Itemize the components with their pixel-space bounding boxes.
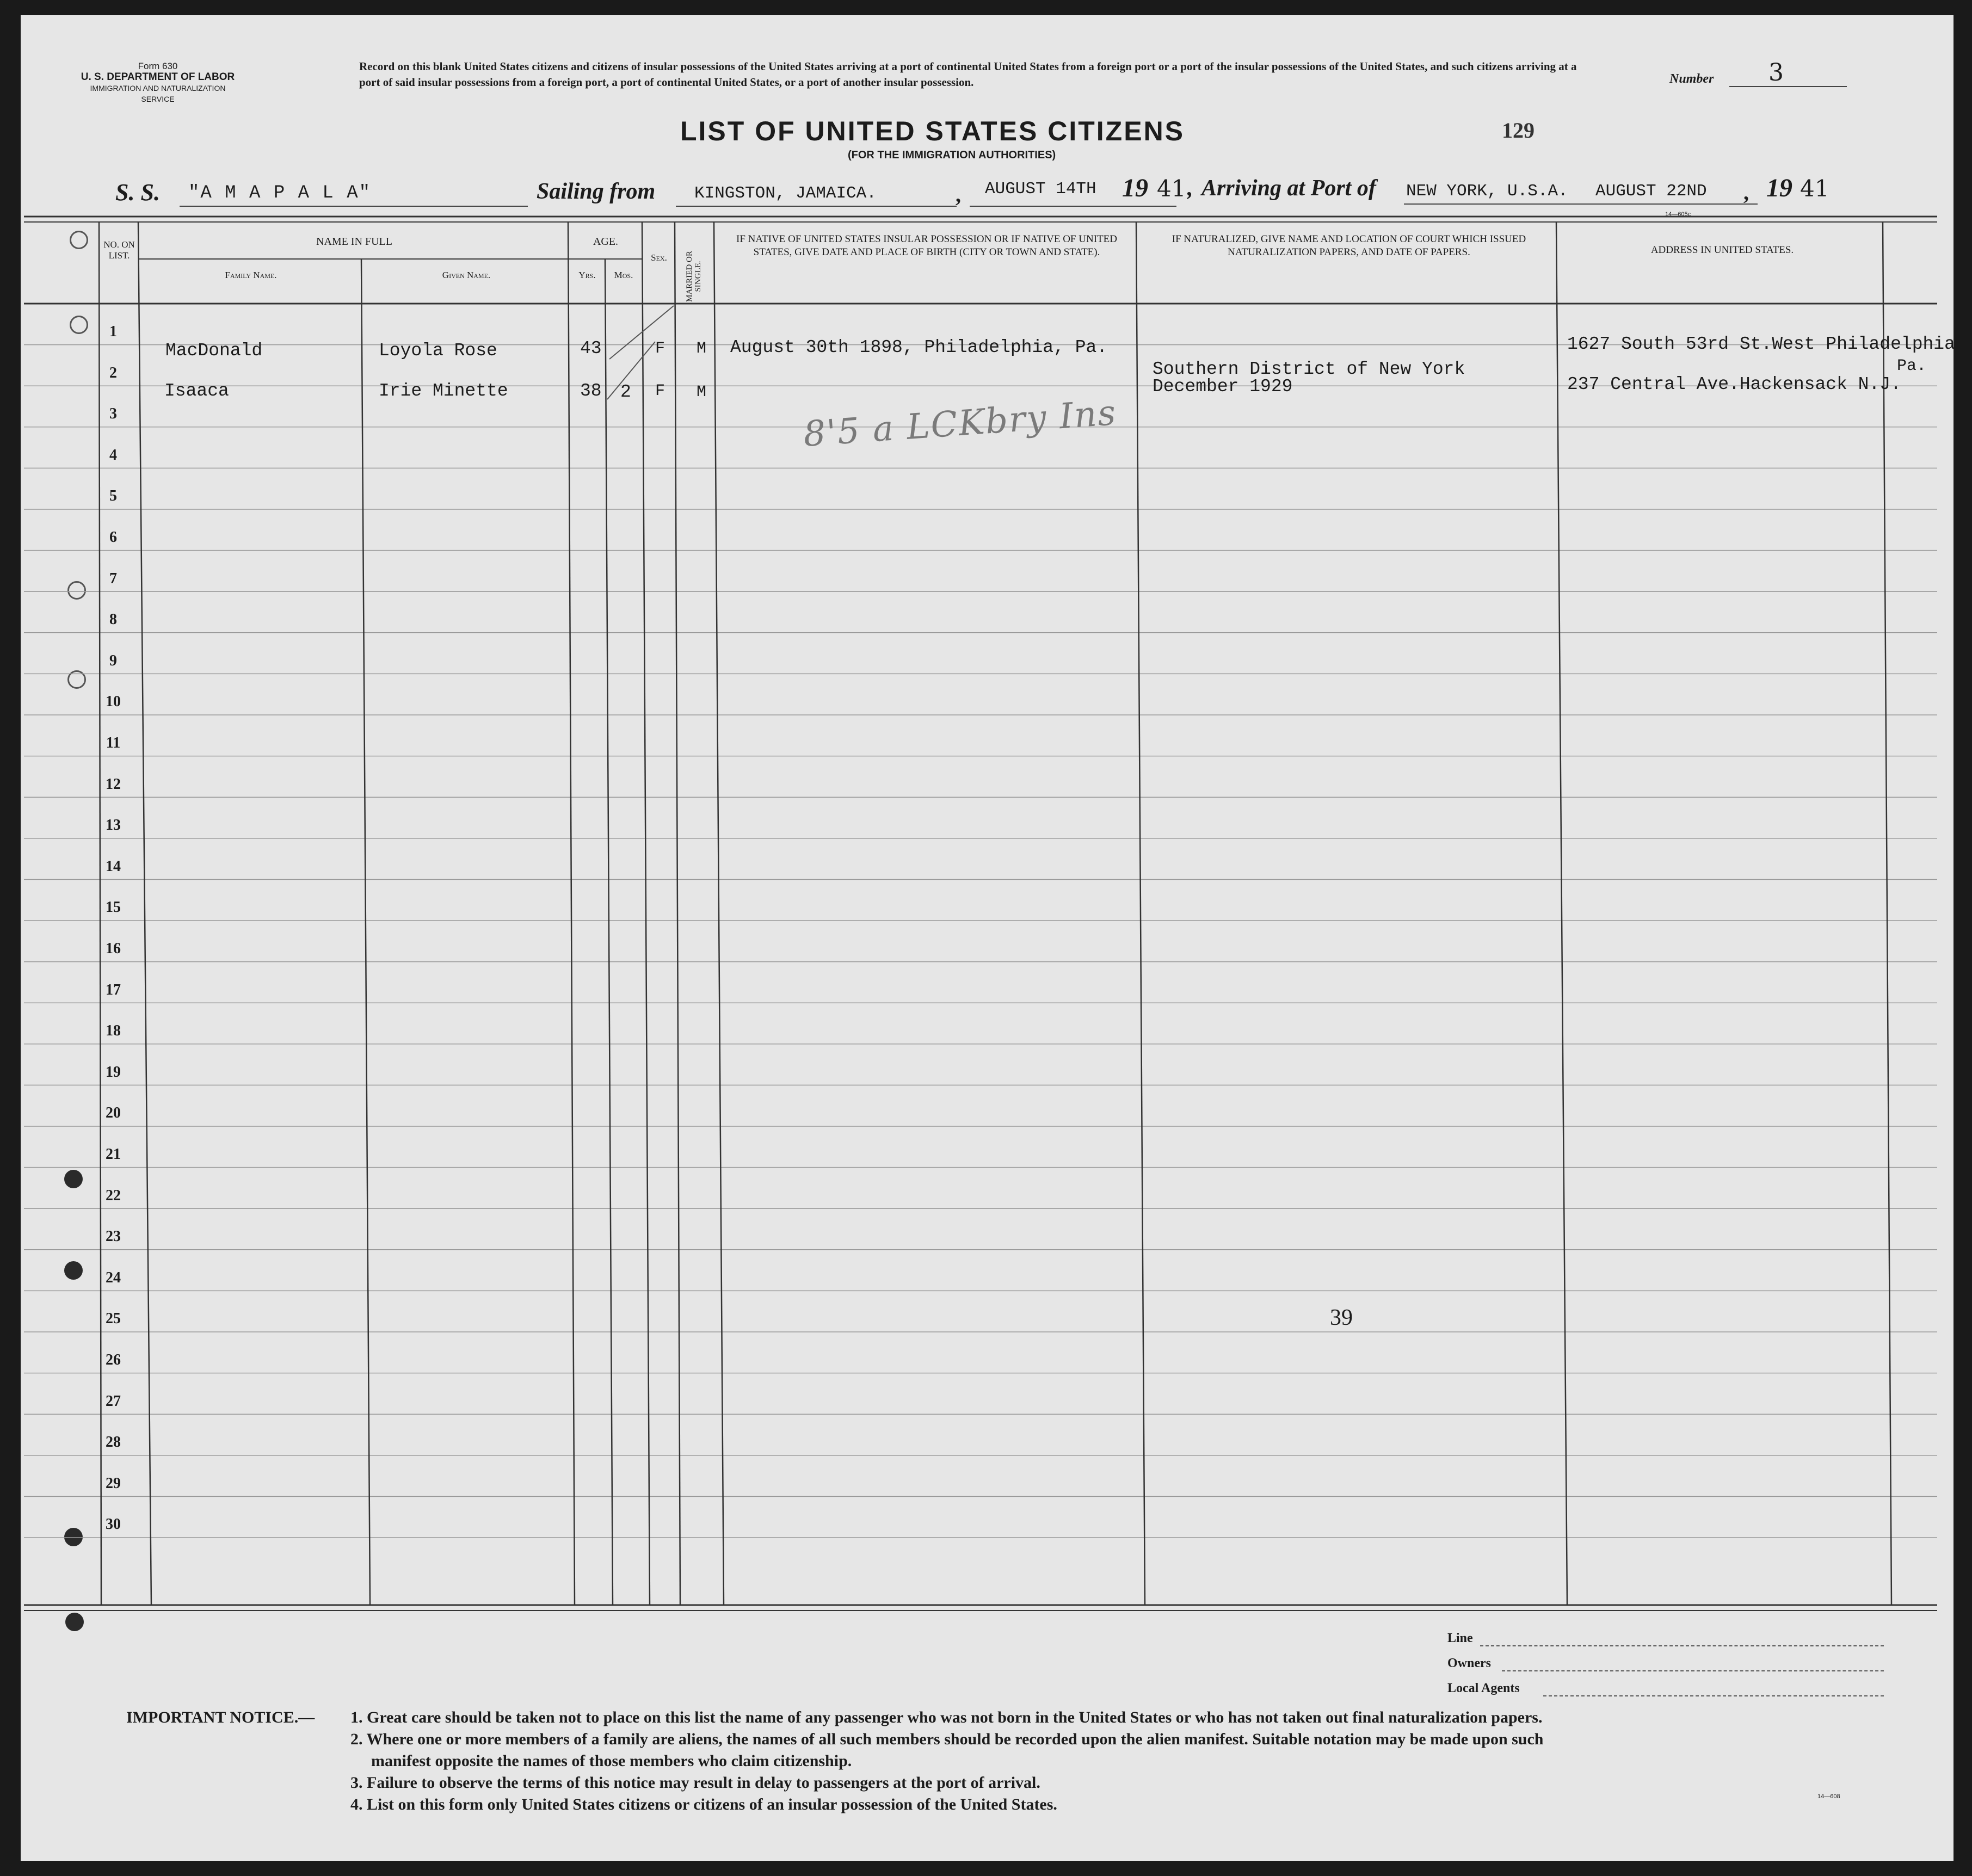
notice-item-2-continued: manifest opposite the names of those members who claim citizenship. (371, 1752, 852, 1770)
notice-item-2: 2. Where one or more members of a family are aliens, the names of all such members should be recorded upon the alien manifest. Suitable notation may be made upon such (350, 1730, 1544, 1748)
passenger-address-line2: Pa. (1897, 357, 1927, 375)
row-number: 25 (106, 1310, 121, 1328)
header-name-in-full: NAME IN FULL (316, 236, 392, 248)
row-number: 8 (109, 611, 117, 628)
row-number: 14 (106, 857, 121, 875)
header-naturalized: IF NATURALIZED, GIVE NAME AND LOCATION OF COURT WHICH ISSUED NATURALIZATION PAPERS, AND DATE OF PAPERS. (1172, 233, 1526, 258)
row-number: 11 (106, 735, 121, 751)
passenger-sex: F (655, 340, 665, 358)
row-number: 2 (109, 364, 117, 381)
arrival-year-prefix: 19 (1766, 174, 1792, 202)
sailing-year: 41 (1157, 175, 1186, 202)
form-number: Form 630 (138, 61, 178, 71)
row-number: 3 (109, 405, 117, 423)
header-no-on-list: NO. ON LIST. (103, 239, 135, 261)
arrival-port: NEW YORK, U.S.A. (1406, 182, 1568, 201)
sailing-year-prefix: 19 (1122, 174, 1148, 202)
print-code: 14—605c (1665, 211, 1691, 218)
sailing-date: AUGUST 14TH (985, 180, 1096, 199)
header-age: AGE. (593, 236, 619, 248)
header-given-name: Given Name. (442, 270, 491, 280)
row-number: 17 (106, 981, 121, 998)
row-number: 9 (109, 652, 117, 669)
page-title: LIST OF UNITED STATES CITIZENS (680, 116, 1185, 146)
passenger-address-line1: 1627 South 53rd St.West Philadelphia (1567, 334, 1955, 354)
header-family-name: Family Name. (225, 270, 277, 280)
row-number: 23 (106, 1228, 121, 1245)
row-number: 19 (106, 1063, 121, 1081)
passenger-sex: F (655, 382, 665, 400)
ss-label: S. S. (115, 179, 160, 206)
owners-label: Owners (1447, 1656, 1491, 1670)
row-number: 30 (106, 1516, 121, 1533)
header-mos: Mos. (614, 270, 633, 280)
passenger-given-name: Loyola Rose (379, 341, 497, 361)
row-number: 1 (109, 323, 117, 340)
passenger-age-years: 38 (580, 381, 602, 401)
service-name: IMMIGRATION AND NATURALIZATION SERVICE (90, 84, 226, 103)
row-number: 21 (106, 1146, 121, 1163)
header-yrs: Yrs. (578, 270, 596, 280)
notice-item-4: 4. List on this form only United States citizens or citizens of an insular possession of the United States. (350, 1795, 1057, 1813)
notice-item-1: 1. Great care should be taken not to place on this list the name of any passenger who was not born in the United States or who has not taken out final naturalization papers. (350, 1708, 1543, 1726)
number-label: Number (1669, 72, 1714, 86)
department-name: U. S. DEPARTMENT OF LABOR (81, 71, 235, 83)
passenger-court-line1: Southern District of New York (1153, 359, 1465, 379)
row-number: 6 (109, 529, 117, 546)
header-sex: Sex. (651, 252, 667, 263)
sailing-port: KINGSTON, JAMAICA. (694, 184, 877, 203)
passenger-court-line2: December 1929 (1153, 377, 1293, 397)
arrival-date: AUGUST 22ND (1595, 182, 1707, 201)
row-number: 4 (109, 446, 117, 464)
passenger-given-name: Irie Minette (379, 381, 508, 401)
ship-name: "A M A P A L A" (188, 183, 372, 203)
passenger-marital-status: M (697, 340, 707, 358)
passenger-family-name: Isaaca (164, 381, 229, 401)
arriving-label: Arriving at Port of (1201, 176, 1376, 201)
sailing-from-label: Sailing from (537, 179, 656, 204)
header-address: ADDRESS IN UNITED STATES. (1650, 244, 1794, 256)
handwritten-note: 8'5 a LCKbry Ins (802, 392, 1118, 455)
row-number: 22 (106, 1187, 121, 1204)
line-label: Line (1447, 1631, 1473, 1645)
passenger-age-years: 43 (580, 338, 602, 359)
header-married-or-single: MARRIED OR SINGLE. (685, 251, 702, 302)
row-number: 29 (106, 1474, 121, 1492)
row-number: 20 (106, 1104, 121, 1122)
row-number: 15 (106, 899, 121, 916)
row-number: 26 (106, 1352, 121, 1368)
row-number: 13 (106, 817, 121, 834)
page-stamp-number: 39 (1330, 1305, 1353, 1330)
print-code: 14—608 (1817, 1793, 1840, 1800)
row-number: 27 (106, 1392, 121, 1410)
form-instruction: Record on this blank United States citizens and citizens of insular possessions of the United States arriving at a port of continental United States from a foreign port or a port of the insular possessions of the United States, and such citizens arriving at a port of said insular possessions from a foreign port, a port of continental United States, or a port of another insular possession. (359, 60, 1577, 89)
page-subtitle: (FOR THE IMMIGRATION AUTHORITIES) (848, 149, 1056, 161)
passenger-marital-status: M (697, 383, 707, 402)
local-agents-label: Local Agents (1447, 1681, 1520, 1695)
passenger-age-months: 2 (620, 382, 631, 402)
important-notice-title: IMPORTANT NOTICE.— (126, 1708, 315, 1726)
row-number: 12 (106, 775, 121, 793)
stamp-number: 129 (1502, 118, 1535, 143)
row-number: 10 (106, 693, 121, 711)
row-number: 28 (106, 1434, 121, 1451)
row-number: 7 (109, 570, 117, 587)
row-number: 16 (106, 940, 121, 957)
arrival-year: 41 (1800, 175, 1829, 202)
header-insular-birth: IF NATIVE OF UNITED STATES INSULAR POSSESSION OR IF NATIVE OF UNITED STATES, GIVE DATE AND PLACE OF BIRTH (CITY OR TOWN AND STATE). (736, 233, 1117, 258)
passenger-address-line1: 237 Central Ave.Hackensack N.J. (1567, 374, 1901, 394)
number-value: 3 (1768, 59, 1784, 87)
row-number: 5 (109, 487, 117, 505)
notice-item-3: 3. Failure to observe the terms of this notice may result in delay to passengers at the port of arrival. (350, 1774, 1040, 1792)
row-number: 18 (106, 1022, 121, 1040)
row-number: 24 (106, 1269, 121, 1286)
passenger-family-name: MacDonald (165, 341, 263, 361)
passenger-birth: August 30th 1898, Philadelphia, Pa. (730, 337, 1108, 357)
